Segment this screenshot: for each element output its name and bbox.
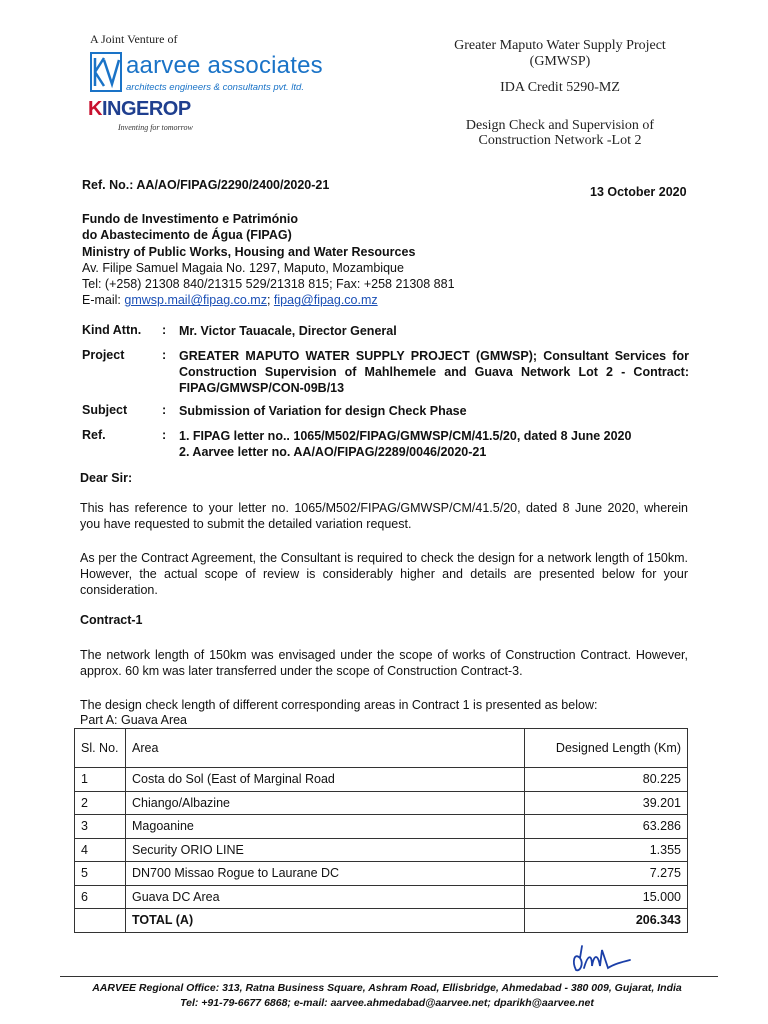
- paragraph-1: This has reference to your letter no. 1065/M502/FIPAG/GMWSP/CM/41.5/20, dated 8 June 2020, wherein you have requested to submit the detailed variation request.: [80, 501, 688, 531]
- joint-venture-label: A Joint Venture of: [90, 32, 178, 46]
- kingerop-tagline: Inventing for tomorrow: [118, 123, 193, 132]
- address-email: [82, 292, 455, 308]
- table-row: [75, 791, 688, 815]
- footer-contact: Tel: +91-79-6677 6868; e-mail: aarvee.ahmedabad@aarvee.net; dparikh@aarvee.net: [180, 997, 594, 1009]
- table-row: [75, 838, 688, 862]
- ref-item-2: 2. Aarvee letter no. AA/AO/FIPAG/2289/0046/2020-21: [179, 445, 487, 459]
- address-line1: Fundo de Investimento e Património: [82, 212, 298, 226]
- address-line5: Tel: (+258) 21308 840/21315 529/21318 815; Fax: +258 21308 881: [82, 277, 455, 292]
- table-row: [75, 885, 688, 909]
- footer-office-address: AARVEE Regional Office: 313, Ratna Business Square, Ashram Road, Ellisbridge, Ahmedabad - 380 009, Gujarat, India: [92, 982, 682, 994]
- ida-credit: IDA Credit 5290-MZ: [500, 80, 620, 95]
- letter-date: 13 October 2020: [590, 185, 687, 199]
- colon: :: [162, 428, 167, 442]
- email-link-fipag[interactable]: fipag@fipag.co.mz: [273, 293, 378, 308]
- total-label: TOTAL (A): [126, 909, 525, 933]
- salutation: Dear Sir:: [80, 471, 133, 485]
- email-link-gmwsp[interactable]: gmwsp.mail@fipag.co.mz: [124, 293, 267, 308]
- ref-values: [179, 428, 689, 460]
- header-sl-no: Sl. No.: [75, 729, 126, 768]
- aarvee-logo-icon: [90, 52, 122, 92]
- recipient-address: [82, 211, 455, 309]
- project-title-line2: (GMWSP): [529, 54, 591, 69]
- row-area: Guava DC Area: [126, 885, 525, 909]
- row-area: Chiango/Albazine: [126, 791, 525, 815]
- design-check-line2: Construction Network -Lot 2: [478, 133, 642, 148]
- kind-attn-value: Mr. Victor Tauacale, Director General: [179, 324, 397, 338]
- project-value: GREATER MAPUTO WATER SUPPLY PROJECT (GMWSP); Consultant Services for Construction Supervision of Mahlhemele and Guava Network Lot 2 - Contract: FIPAG/GMWSP/CON-09B/13: [179, 349, 689, 395]
- row-length: 39.201: [525, 791, 688, 815]
- table-header-row: [75, 729, 688, 768]
- email-label: E-mail:: [82, 293, 125, 308]
- email-separator: ;: [266, 293, 274, 308]
- reference-number: Ref. No.: AA/AO/FIPAG/2290/2400/2020-21: [82, 178, 330, 192]
- total-sl-empty: [75, 909, 126, 933]
- project-title-line1: Greater Maputo Water Supply Project: [454, 38, 666, 53]
- ref-item-1: 1. FIPAG letter no.. 1065/M502/FIPAG/GMWSP/CM/41.5/20, dated 8 June 2020: [179, 429, 632, 443]
- ref-label: Ref.: [82, 428, 106, 442]
- paragraph-3: The network length of 150km was envisaged under the scope of works of Construction Contract. However, approx. 60 km was later transferred under the scope of Construction Contract-3.: [80, 648, 688, 678]
- row-length: 63.286: [525, 815, 688, 839]
- signature-icon: [566, 940, 636, 976]
- header-designed-length: Designed Length (Km): [525, 729, 688, 768]
- brand-subtitle: architects engineers & consultants pvt. ltd.: [126, 82, 304, 93]
- subject-value: Submission of Variation for design Check Phase: [179, 404, 467, 418]
- project-label: Project: [82, 348, 125, 362]
- header-area: Area: [126, 729, 525, 768]
- kingerop-text: INGEROP: [101, 98, 191, 120]
- table-row: [75, 768, 688, 792]
- row-length: 7.275: [525, 862, 688, 886]
- address-line4: Av. Filipe Samuel Magaia No. 1297, Maputo, Mozambique: [82, 260, 404, 275]
- table-row: [75, 815, 688, 839]
- table-total-row: [75, 909, 688, 933]
- row-length: 80.225: [525, 768, 688, 792]
- contract-heading: Contract-1: [80, 613, 143, 627]
- row-sl: 2: [75, 791, 126, 815]
- address-line3: Ministry of Public Works, Housing and Water Resources: [82, 244, 416, 259]
- subject-label: Subject: [82, 403, 128, 417]
- brand-name: aarvee associates: [126, 52, 323, 79]
- colon: :: [162, 323, 167, 337]
- part-a-heading: Part A: Guava Area: [80, 713, 188, 727]
- table-row: [75, 862, 688, 886]
- row-sl: 5: [75, 862, 126, 886]
- row-sl: 1: [75, 768, 126, 792]
- row-length: 1.355: [525, 838, 688, 862]
- row-area: Costa do Sol (East of Marginal Road: [126, 768, 525, 792]
- row-length: 15.000: [525, 885, 688, 909]
- row-area: Security ORIO LINE: [126, 838, 525, 862]
- row-sl: 3: [75, 815, 126, 839]
- kind-attn-label: Kind Attn.: [82, 323, 142, 337]
- paragraph-4: The design check length of different corresponding areas in Contract 1 is presented as below:: [80, 698, 598, 712]
- design-check-line1: Design Check and Supervision of: [465, 118, 655, 133]
- paragraph-2: As per the Contract Agreement, the Consultant is required to check the design for a network length of 150km. However, the actual scope of review is considerably higher and details are presented below for your consideration.: [80, 551, 688, 597]
- address-line2: do Abastecimento de Água (FIPAG): [82, 228, 292, 243]
- total-value: 206.343: [525, 909, 688, 933]
- row-area: Magoanine: [126, 815, 525, 839]
- design-length-table: [74, 728, 688, 933]
- colon: :: [162, 403, 167, 417]
- row-sl: 6: [75, 885, 126, 909]
- kingerop-logo: [88, 98, 191, 121]
- footer-divider: [60, 976, 718, 977]
- colon: :: [162, 348, 167, 362]
- row-area: DN700 Missao Rogue to Laurane DC: [126, 862, 525, 886]
- kingerop-k: K: [88, 98, 102, 120]
- row-sl: 4: [75, 838, 126, 862]
